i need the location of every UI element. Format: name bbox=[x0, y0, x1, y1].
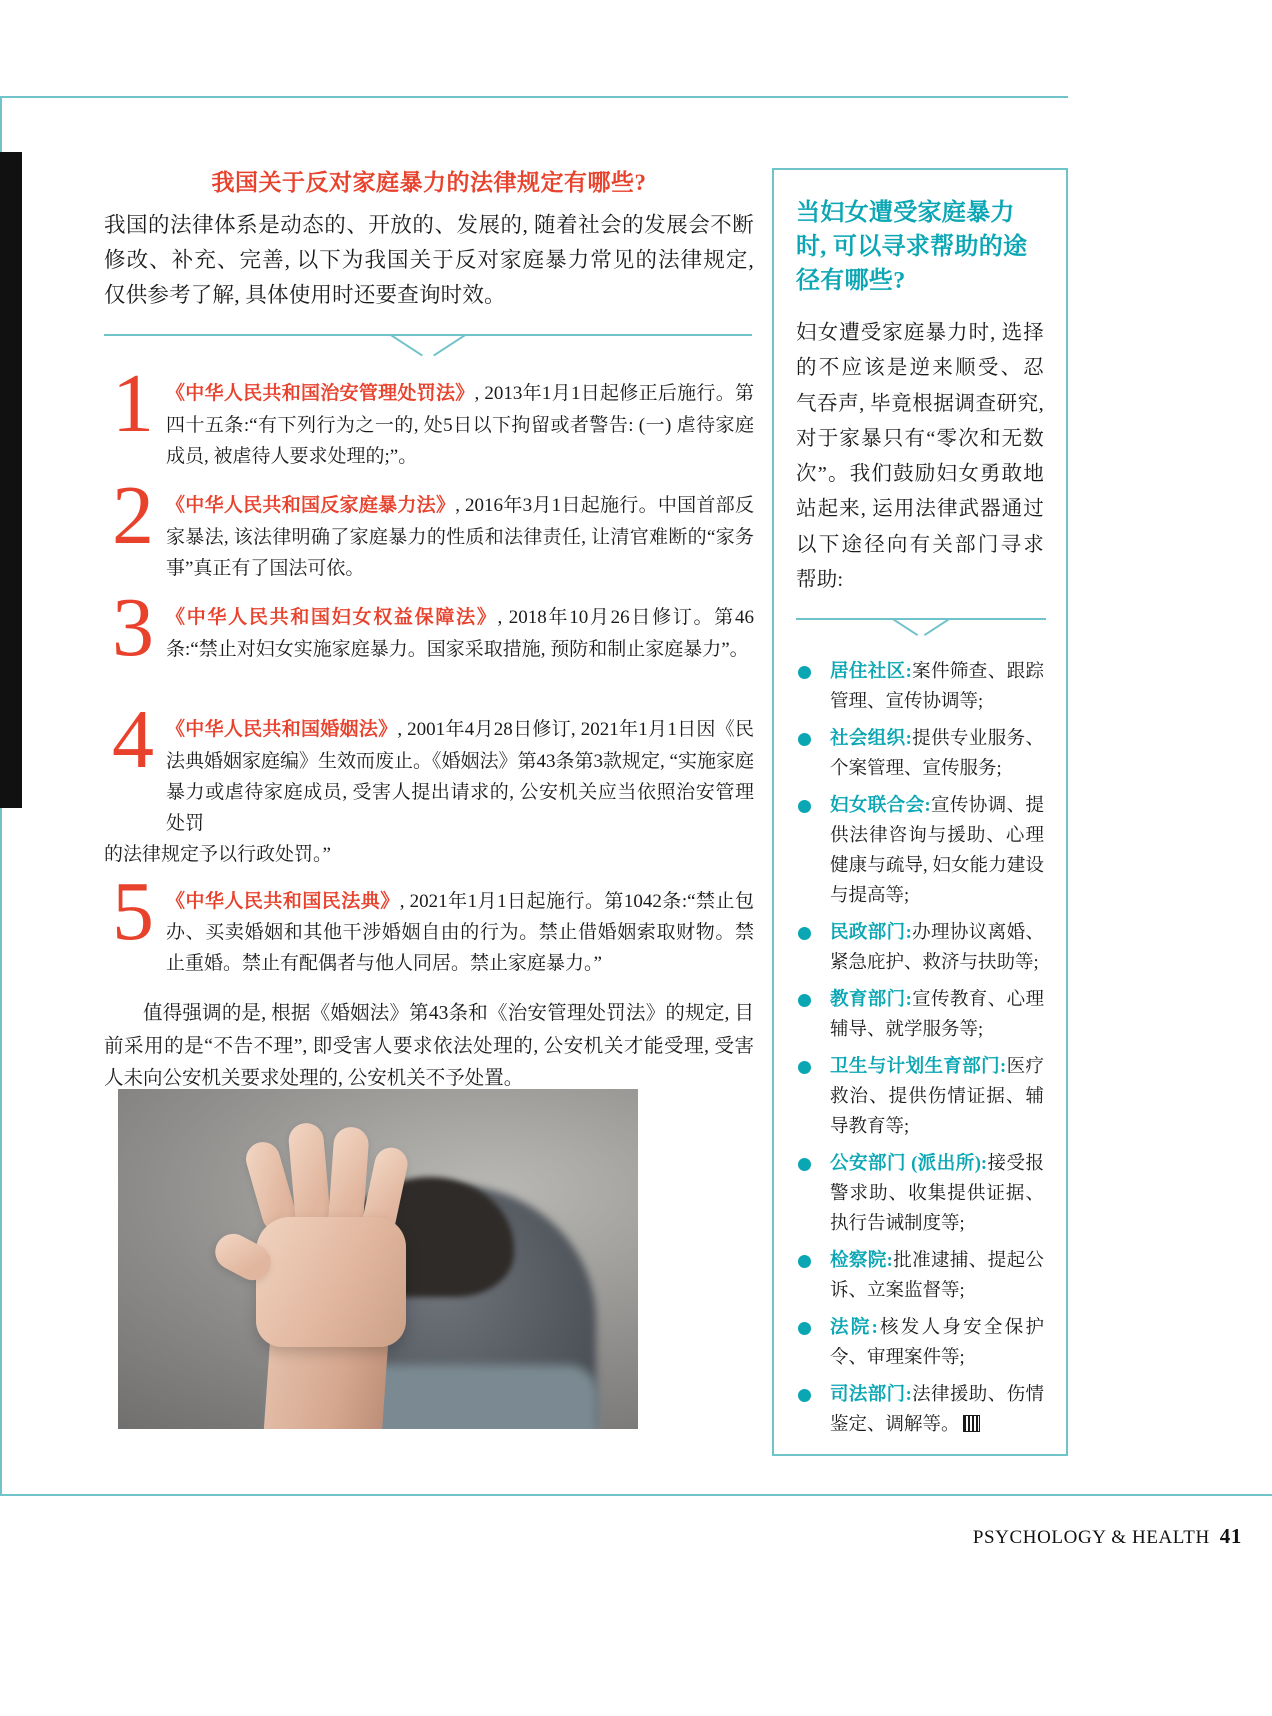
list-item bbox=[796, 1150, 1044, 1240]
end-of-article-mark-icon bbox=[963, 1415, 980, 1432]
list-item bbox=[796, 658, 1044, 718]
closing-paragraph: 值得强调的是, 根据《婚姻法》第43条和《治安管理处罚法》的规定, 目前采用的是“不告不理”, 即受害人要求依法处理的, 公安机关才能受理, 受害人未向公安机关要求处理的, 公安机关不予处置。 bbox=[104, 1003, 754, 1089]
org-desc: 宣传教育、心理辅导、就学服务等; bbox=[830, 989, 1044, 1040]
item-number: 4 bbox=[112, 693, 154, 787]
sidebar-panel bbox=[772, 168, 1068, 1456]
list-item bbox=[104, 693, 754, 870]
org-desc: 接受报警求助、收集提供证据、执行告诫制度等; bbox=[830, 1153, 1044, 1234]
sidebar-list bbox=[796, 658, 1044, 1440]
org-name: 教育部门: bbox=[830, 989, 912, 1010]
item-body bbox=[166, 714, 754, 839]
list-item bbox=[796, 792, 1044, 912]
org-desc: 办理协议离婚、紧急庇护、救济与扶助等; bbox=[830, 922, 1044, 973]
list-item bbox=[796, 1381, 1044, 1441]
item-text: , 2016年3月1日起施行。中国首部反家暴法, 该法律明确了家庭暴力的性质和法律责任, 让清官难断的“家务事”真正有了国法可依。 bbox=[166, 495, 754, 579]
bullet-dot-icon bbox=[798, 800, 811, 813]
page-footer bbox=[973, 1524, 1242, 1549]
law-name: 《中华人民共和国治安管理处罚法》 bbox=[166, 383, 475, 405]
org-name: 社会组织: bbox=[830, 729, 912, 750]
law-name: 《中华人民共和国民法典》 bbox=[166, 891, 400, 913]
list-item bbox=[796, 986, 1044, 1046]
main-column bbox=[104, 168, 754, 1095]
item-text: , 2013年1月1日起修正后施行。第四十五条:“有下列行为之一的, 处5日以下拘留或者警告: (一) 虐待家庭成员, 被虐待人要求处理的;”。 bbox=[166, 383, 754, 467]
item-body bbox=[166, 602, 754, 664]
list-item bbox=[104, 865, 754, 982]
bullet-dot-icon bbox=[798, 1061, 811, 1074]
list-item bbox=[104, 581, 754, 698]
bullet-dot-icon bbox=[798, 994, 811, 1007]
article-lead: 我国的法律体系是动态的、开放的、发展的, 随着社会的发展会不断修改、补充、完善, 以下为我国关于反对家庭暴力常见的法律规定, 仅供参考了解, 具体使用时还要查询时效。 bbox=[104, 212, 754, 307]
item-text: , 2001年4月28日修订, 2021年1月1日因《民法典婚姻家庭编》生效而废止。《婚姻法》第43条第3款规定, “实施家庭暴力或虐待家庭成员, 受害人提出请求的, 公安机关应当依照治安管理处罚 bbox=[166, 719, 754, 834]
bullet-dot-icon bbox=[798, 1389, 811, 1402]
page-number: 41 bbox=[1219, 1524, 1242, 1548]
list-item bbox=[796, 1053, 1044, 1143]
law-name: 《中华人民共和国反家庭暴力法》 bbox=[166, 495, 456, 517]
org-desc: 医疗救治、提供伤情证据、辅导教育等; bbox=[830, 1056, 1044, 1137]
org-name: 公安部门 (派出所): bbox=[830, 1153, 988, 1174]
org-name: 检察院: bbox=[830, 1250, 893, 1271]
item-number: 5 bbox=[112, 865, 154, 959]
bullet-dot-icon bbox=[798, 1255, 811, 1268]
org-desc: 案件筛查、跟踪管理、宣传协调等; bbox=[830, 662, 1044, 713]
item-body bbox=[166, 886, 754, 979]
org-desc: 批准逮捕、提起公诉、立案监督等; bbox=[830, 1250, 1044, 1301]
list-item bbox=[796, 919, 1044, 979]
magazine-name: PSYCHOLOGY & HEALTH bbox=[972, 1527, 1210, 1548]
org-name: 民政部门: bbox=[830, 922, 912, 943]
item-text-continued: 的法律规定予以行政处罚。” bbox=[104, 844, 331, 865]
org-name: 居住社区: bbox=[830, 662, 912, 683]
bullet-dot-icon bbox=[798, 666, 811, 679]
photo-palm bbox=[256, 1217, 406, 1347]
law-name: 《中华人民共和国婚姻法》 bbox=[166, 719, 398, 741]
org-desc: 核发人身安全保护令、审理案件等; bbox=[830, 1317, 1044, 1368]
bottom-rule bbox=[0, 1494, 1272, 1496]
org-name: 妇女联合会: bbox=[830, 796, 931, 817]
item-number: 3 bbox=[112, 581, 154, 675]
list-item bbox=[104, 357, 754, 474]
bullet-dot-icon bbox=[798, 1322, 811, 1335]
chevron-down-icon bbox=[894, 618, 948, 640]
item-text: , 2018年10月26日修订。第46条:“禁止对妇女实施家庭暴力。国家采取措施, 预防和制止家庭暴力”。 bbox=[166, 607, 754, 660]
section-divider bbox=[104, 334, 752, 364]
bullet-dot-icon bbox=[798, 733, 811, 746]
item-number: 2 bbox=[112, 469, 154, 563]
edge-tab-marker bbox=[0, 152, 22, 808]
org-name: 法院: bbox=[830, 1317, 878, 1338]
list-item bbox=[796, 725, 1044, 785]
org-desc: 法律援助、伤情鉴定、调解等。 bbox=[830, 1384, 1044, 1435]
sidebar-divider bbox=[796, 618, 1046, 644]
sidebar-title: 当妇女遭受家庭暴力时, 可以寻求帮助的途径有哪些? bbox=[796, 200, 1028, 295]
top-rule bbox=[0, 96, 1068, 98]
item-text: , 2021年1月1日起施行。第1042条:“禁止包办、买卖婚姻和其他干涉婚姻自由的行为。禁止借婚姻索取财物。禁止重婚。禁止有配偶者与他人同居。禁止家庭暴力。” bbox=[166, 891, 754, 975]
list-item bbox=[796, 1314, 1044, 1374]
item-body bbox=[166, 378, 754, 471]
law-name: 《中华人民共和国妇女权益保障法》 bbox=[166, 607, 498, 629]
item-number: 1 bbox=[112, 357, 154, 451]
sidebar-lead: 妇女遭受家庭暴力时, 选择的不应该是逆来顺受、忍气吞声, 毕竟根据调查研究, 对于家暴只有“零次和无数次”。我们鼓励妇女勇敢地站起来, 运用法律武器通过以下途径向有关部门寻求帮助: bbox=[796, 322, 1044, 591]
bullet-dot-icon bbox=[798, 927, 811, 940]
chevron-down-icon bbox=[393, 334, 463, 360]
article-photo bbox=[118, 1089, 638, 1429]
org-name: 司法部门: bbox=[830, 1384, 912, 1405]
org-desc: 提供专业服务、个案管理、宣传服务; bbox=[830, 729, 1044, 780]
org-name: 卫生与计划生育部门: bbox=[830, 1056, 1007, 1077]
item-body bbox=[166, 490, 754, 583]
bullet-dot-icon bbox=[798, 1158, 811, 1171]
list-item bbox=[796, 1247, 1044, 1307]
list-item bbox=[104, 469, 754, 586]
page-title: 我国关于反对家庭暴力的法律规定有哪些? bbox=[211, 170, 647, 195]
org-desc: 宣传协调、提供法律咨询与援助、心理健康与疏导, 妇女能力建设与提高等; bbox=[830, 796, 1044, 907]
